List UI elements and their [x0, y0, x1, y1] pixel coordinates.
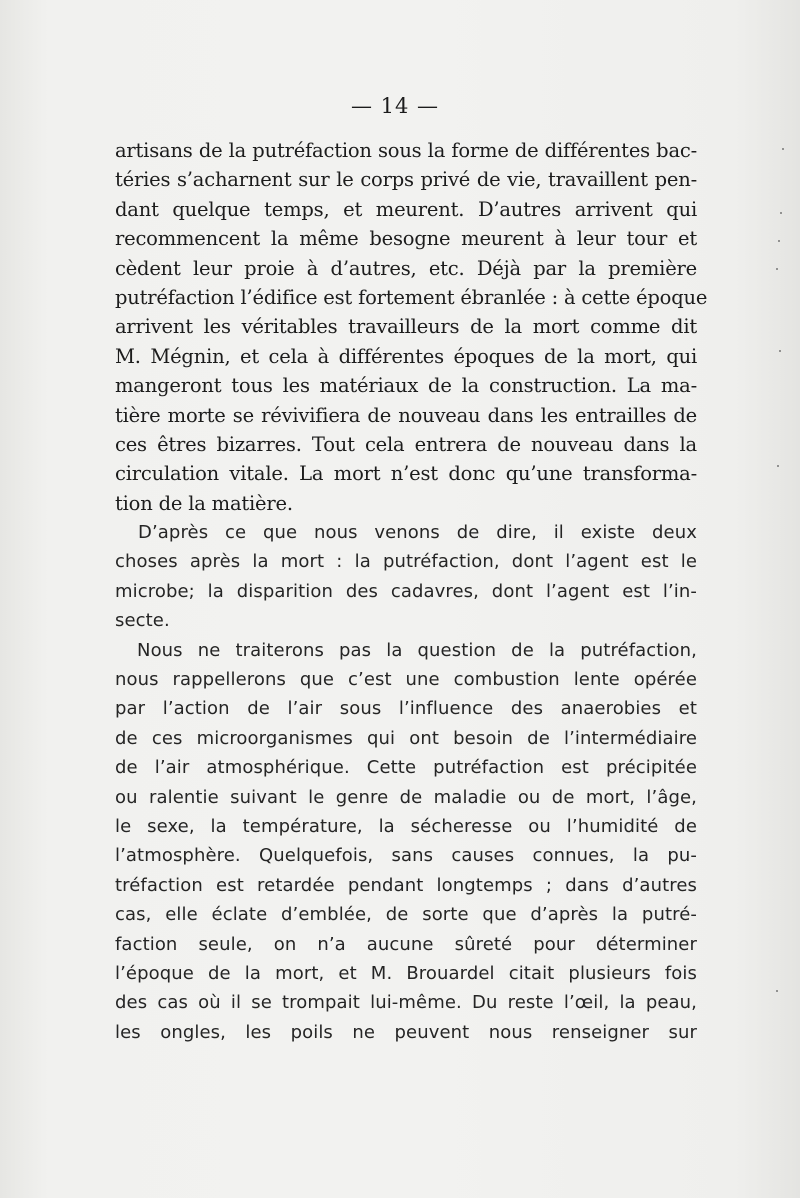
text-line: M. Mégnin, et cela à différentes époques de la mort, qui [115, 344, 697, 368]
paragraph [115, 136, 708, 518]
text-line: Nous ne traiterons pas la question de la putréfaction, [137, 639, 697, 661]
text-line: putréfaction l’édifice est fortement ébranlée : à cette époque [115, 285, 708, 309]
text-line: l’époque de la mort, et M. Brouardel citait plusieurs fois [115, 962, 697, 984]
paragraph [115, 518, 697, 636]
text-line: faction seule, on n’a aucune sûreté pour déterminer [115, 933, 697, 955]
text-line: tréfaction est retardée pendant longtemps ; dans d’autres [115, 874, 697, 896]
text-line: téries s’acharnent sur le corps privé de vie, travaillent pen- [115, 168, 697, 192]
paragraph [115, 636, 697, 1047]
text-line: des cas où il se trompait lui-même. Du reste l’œil, la peau, [115, 992, 697, 1014]
text-line: par l’action de l’air sous l’influence des anaerobies et [115, 698, 697, 720]
text-line: tion de la matière. [115, 491, 293, 515]
ink-speck [778, 240, 780, 242]
text-line: artisans de la putréfaction sous la forme de différentes bac- [115, 139, 697, 162]
text-line: dant quelque temps, et meurent. D’autres arrivent qui [115, 197, 697, 221]
text-line: mangeront tous les matériaux de la construction. La ma- [115, 374, 697, 398]
ink-speck [776, 990, 778, 992]
text-line: l’atmosphère. Quelquefois, sans causes connues, la pu- [115, 845, 697, 867]
text-line: recommencent la même besogne meurent à leur tour et [115, 227, 697, 251]
text-line: arrivent les véritables travailleurs de la mort comme dit [115, 315, 697, 339]
ink-speck [779, 350, 781, 352]
body-text [115, 136, 708, 1047]
text-line: microbe; la disparition des cadavres, dont l’agent est l’in- [115, 580, 697, 602]
ink-speck [782, 148, 784, 150]
margin-specks [770, 0, 800, 1198]
text-line: cèdent leur proie à d’autres, etc. Déjà par la première [115, 256, 697, 280]
text-line: tière morte se révivifiera de nouveau dans les entrailles de [115, 403, 697, 427]
text-line: ces êtres bizarres. Tout cela entrera de nouveau dans la [115, 432, 697, 456]
text-line: le sexe, la température, la sécheresse ou l’humidité de [115, 815, 697, 837]
page-number: — 14 — [350, 94, 440, 118]
text-line: nous rappellerons que c’est une combustion lente opérée [115, 669, 697, 691]
text-line: les ongles, les poils ne peuvent nous renseigner sur [115, 1021, 697, 1043]
text-line: de ces microorganismes qui ont besoin de l’intermédiaire [115, 727, 697, 749]
text-line: de l’air atmosphérique. Cette putréfaction est précipitée [115, 757, 697, 779]
text-line: ou ralentie suivant le genre de maladie ou de mort, l’âge, [115, 786, 697, 808]
text-line: D’après ce que nous venons de dire, il existe deux [138, 522, 697, 544]
ink-speck [776, 268, 778, 270]
ink-speck [777, 465, 779, 467]
text-line: cas, elle éclate d’emblée, de sorte que d’après la putré- [115, 904, 697, 926]
text-line: choses après la mort : la putréfaction, dont l’agent est le [115, 551, 697, 573]
text-line: circulation vitale. La mort n’est donc qu’une transforma- [115, 462, 697, 486]
ink-speck [780, 212, 782, 214]
text-line: secte. [115, 610, 170, 632]
